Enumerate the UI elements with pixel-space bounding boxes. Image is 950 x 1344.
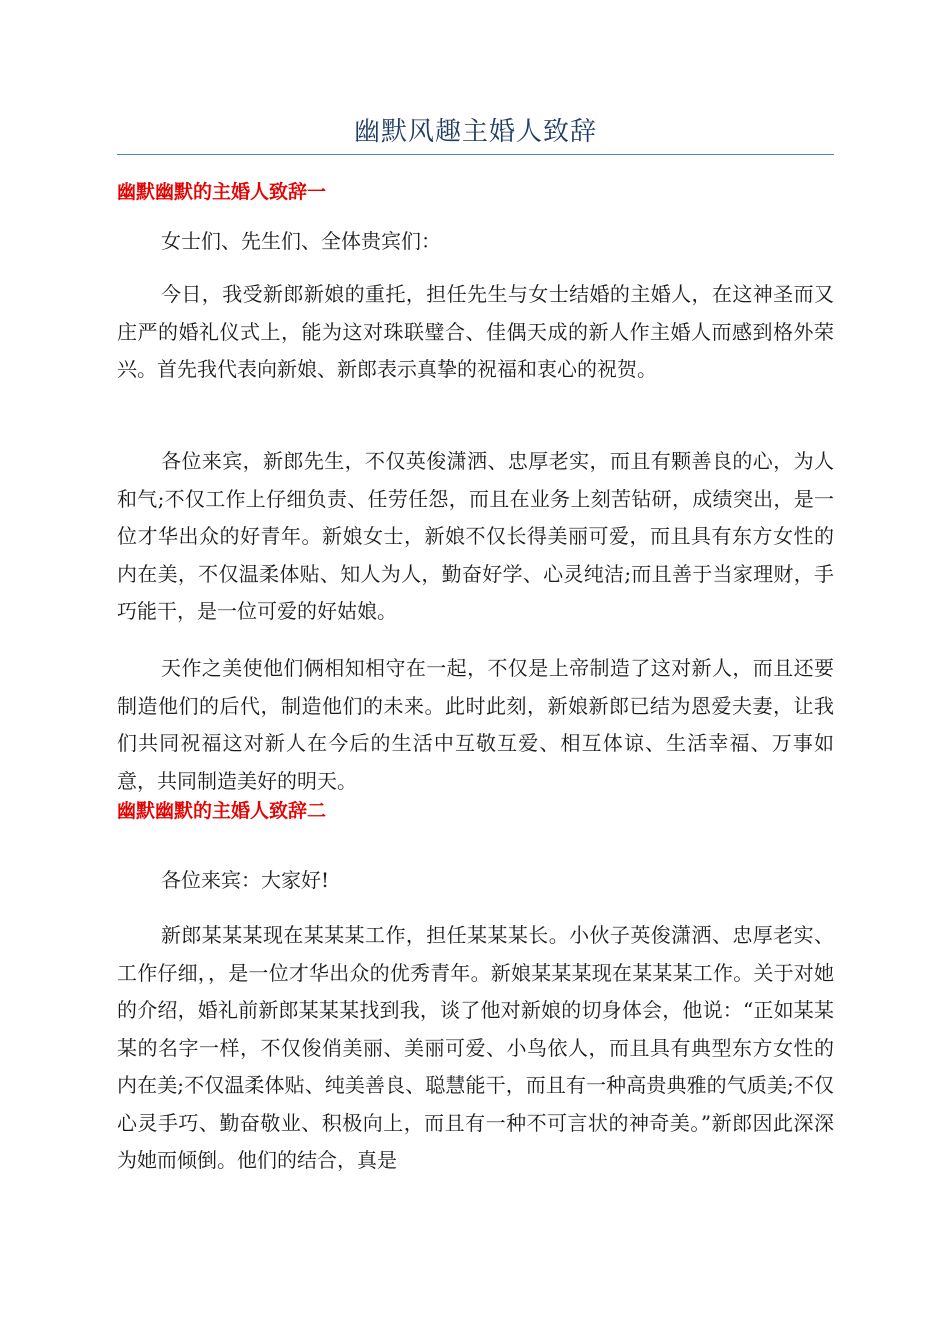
- title-underline: [117, 154, 834, 155]
- section-heading-1: 幽默幽默的主婚人致辞一: [117, 181, 327, 203]
- paragraph: 新郎某某某现在某某某工作，担任某某某长。小伙子英俊潇洒、忠厚老实、工作仔细，，是一位才华出众的优秀青年。新娘某某某现在某某某工作。关于对她的介绍，婚礼前新郎某某某找到我，谈了他对新娘的切身体会，他说：“正如某某某的名字一样，不仅俊俏美丽、美丽可爱、小鸟依人，而且具有典型东方女性的内在美;不仅温柔体贴、纯美善良、聪慧能干，而且有一种高贵典雅的气质美;不仅心灵手巧、勤奋敬业、积极向上，而且有一种不可言状的神奇美。”新郎因此深深为她而倾倒。他们的结合，真是: [117, 923, 834, 1172]
- paragraph: 天作之美使他们俩相知相守在一起，不仅是上帝制造了这对新人，而且还要制造他们的后代，制造他们的未来。此时此刻，新娘新郎已结为恩爱夫妻，让我们共同祝福这对新人在今后的生活中互敬互爱、相互体谅、生活幸福、万事如意，共同制造美好的明天。: [117, 656, 834, 793]
- document-title: 幽默风趣主婚人致辞: [353, 117, 597, 147]
- paragraph: 女士们、先生们、全体贵宾们：: [161, 229, 441, 253]
- paragraph: 各位来宾：大家好!: [161, 868, 330, 892]
- paragraph: 今日，我受新郎新娘的重托，担任先生与女士结婚的主婚人，在这神圣而又庄严的婚礼仪式上，能为这对珠联璧合、佳偶天成的新人作主婚人而感到格外荣兴。首先我代表向新娘、新郎表示真挚的祝福和衷心的祝贺。: [117, 282, 834, 381]
- paragraph: 各位来宾，新郎先生，不仅英俊潇洒、忠厚老实，而且有颗善良的心，为人和气;不仅工作上仔细负责、任劳任怨，而且在业务上刻苦钻研，成绩突出，是一位才华出众的好青年。新娘女士，新娘不仅长得美丽可爱，而且具有东方女性的内在美，不仅温柔体贴、知人为人，勤奋好学、心灵纯洁;而且善于当家理财，手巧能干，是一位可爱的好姑娘。: [117, 449, 834, 623]
- section-heading-2: 幽默幽默的主婚人致辞二: [117, 800, 327, 822]
